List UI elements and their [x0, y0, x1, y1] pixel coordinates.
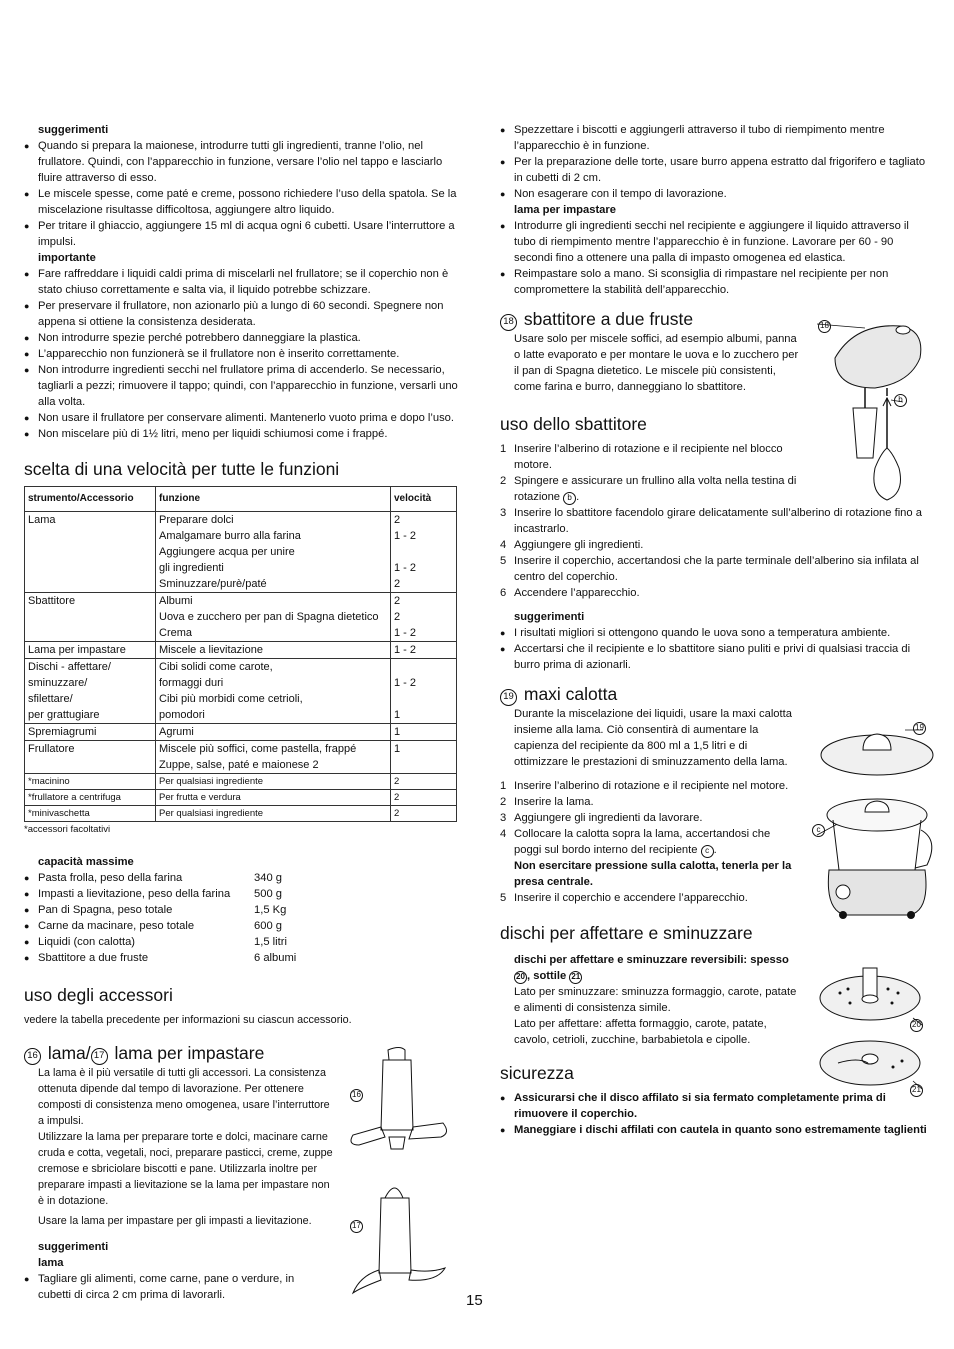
list-item: 2 Inserire la lama. [500, 796, 594, 808]
figure-label-20: 20 [910, 1019, 923, 1032]
lama-paragraph: La lama è il più versatile di tutti gli accessori. La consistenza ottenuta dipende dal tempo di lavorazione. Per ottenere composti di consistenza meno omogenea, usare l’interruttore a impulsi. [38, 1067, 330, 1127]
lama-heading-part: lama/ [43, 1043, 91, 1063]
discs-text-block [514, 952, 804, 1048]
whisk-heading-text: sbattitore a due fruste [519, 309, 694, 329]
top-list [500, 122, 932, 202]
list-item: 4 Aggiungere gli ingredienti. [500, 539, 644, 551]
figure-label-19: 19 [913, 722, 926, 735]
capacity-value: 500 g [254, 888, 282, 900]
list-item: ● Non introdurre ingredienti secchi nel frullatore prima di accenderlo. Se necessario, tagliarli a pezzi; rimuovere il tappo; quindi, con l’apparecchio in funzione, versarli uno alla volta. [24, 362, 458, 410]
figure-number-20: 20 [514, 971, 527, 984]
discs-paragraph: Lato per affettare: affetta formaggio, carote, patate, cavolo, cetrioli, zucchine, barbabietola e cipolle. [514, 1018, 767, 1046]
lama-paragraph: Usare la lama per impastare per gli impasti a lievitazione. [38, 1215, 312, 1227]
step-text: Spingere e assicurare un frullino alla volta nella testina di rotazione [514, 475, 797, 503]
discs-paragraph: Lato per sminuzzare: sminuzza formaggio, carote, patate e alimenti di consistenza simile. [514, 986, 797, 1014]
capacity-list [24, 870, 458, 966]
discs-heading: dischi per affettare e sminuzzare [500, 923, 753, 943]
figure-number-21: 21 [569, 971, 582, 984]
table-row [25, 593, 457, 642]
list-item: ● Fare raffreddare i liquidi caldi prima di miscelarli nel frullatore; se il coperchio non è stato chiuso correttamente e salta via, il liquido potrebbe schizzare. [24, 266, 458, 298]
capacity-label: Carne da macinare, peso totale [38, 920, 195, 932]
whisk-icon [815, 318, 935, 508]
list-item: 2 Spingere e assicurare un frullino alla volta nella testina di rotazione b . [500, 475, 797, 503]
list-item: ● Le miscele spesse, come paté e creme, possono richiedere l’uso della spatola. Se la miscelazione risultasse difficoltosa, aggiungere altro liquido. [24, 186, 458, 218]
table-cell: 2 [391, 790, 457, 806]
list-item: ● Per preservare il frullatore, non azionarlo più a lungo di 60 secondi. Spegnere non appena si ottiene la consistenza desiderata. [24, 298, 458, 330]
step-text: Inserire l’alberino di rotazione e il recipiente nel motore. [514, 780, 789, 792]
capacity-title: capacità massime [38, 856, 134, 868]
table-cell: *minivaschetta [25, 806, 156, 822]
table-row [25, 790, 457, 806]
table-row [25, 659, 457, 724]
dough-tool-illustration [345, 1178, 455, 1300]
list-item [24, 886, 458, 902]
list-item: ● Per tritare il ghiaccio, aggiungere 15 ml di acqua ogni 6 cubetti. Usare l’interruttore a impulsi. [24, 218, 458, 250]
step-text: Aggiungere gli ingredienti. [514, 539, 644, 551]
blade-illustration [345, 1045, 455, 1165]
capacity-value: 1,5 litri [254, 936, 287, 948]
discs-subtitle-text: , sottile [527, 970, 570, 982]
list-item: ● Assicurarsi che il disco affilato si sia fermato completamente prima di rimuovere il coperchio. [500, 1090, 932, 1122]
table-header-row [25, 487, 457, 512]
list-item: 4 Collocare la calotta sopra la lama, accertandosi che poggi sul bordo interno del recipiente c . Non esercitare pressione sulla calotta, tenerla per la presa centrale. [500, 828, 792, 888]
lama-heading-part: lama per impastare [109, 1043, 265, 1063]
list-item: ● Non introdurre spezie perché potrebbero danneggiare la plastica. [24, 330, 458, 346]
list-item: ● Maneggiare i dischi affilati con cautela in quanto sono estremamente taglienti [500, 1122, 932, 1138]
list-item: ● L’apparecchio non funzionerà se il frullatore non è inserito correttamente. [24, 346, 458, 362]
page-number: 15 [466, 1292, 483, 1309]
figure-number-19: 19 [500, 689, 517, 706]
maxi-steps [500, 778, 800, 906]
important-list [24, 266, 458, 442]
capacity-label: Liquidi (con calotta) [38, 936, 136, 948]
step-text: Aggiungere gli ingredienti da lavorare. [514, 812, 703, 824]
lama-tips-list [24, 1271, 324, 1303]
table-cell: Albumi Uova e zucchero per pan di Spagna dietetico Crema [156, 593, 391, 642]
food-processor-icon [815, 720, 940, 920]
table-note: *accessori facoltativi [24, 824, 111, 835]
table-header: velocità [391, 487, 457, 512]
list-item: ● Quando si prepara la maionese, introdurre tutti gli ingredienti, tranne l’olio, nel frullatore. Quindi, con l’apparecchio in funzione, versare l’olio nel tappo e lasciarlo fluire attraverso di esso. [24, 138, 458, 186]
step-text: Accendere l’apparecchio. [514, 587, 640, 599]
list-item: ● Reimpastare solo a mano. Si sconsiglia di rimpastare nel recipiente per non compromettere la stabilità dell’apparecchio. [500, 266, 932, 298]
table-cell: Per qualsiasi ingrediente [156, 774, 391, 790]
table-cell: Frullatore [25, 741, 156, 774]
list-item: 5 Inserire il coperchio e accendere l’apparecchio. [500, 892, 748, 904]
figure-label-17: 17 [350, 1220, 363, 1233]
list-item: ● I risultati migliori si ottengono quando le uova sono a temperatura ambiente. [500, 625, 932, 641]
table-cell: Per qualsiasi ingrediente [156, 806, 391, 822]
whisk-text: Usare solo per miscele soffici, ad esempio albumi, panna o latte evaporato e per montare le uova e lo zucchero per il pan di Spagna dietetico. Le miscele più consistenti, come farina e burro, danneggiano lo sbattitore. [514, 333, 799, 393]
tips-list [24, 138, 458, 250]
maxi-heading [500, 683, 932, 706]
list-item [24, 918, 458, 934]
whisk-use-heading: uso dello sbattitore [500, 414, 647, 434]
lama-paragraph: Utilizzare la lama per preparare torte e dolci, macinare carne cruda e cotta, vegetali, noci, preparare pasticci, creme, zuppe cremose e sbriciolare biscotti e pane. Utilizzarla inoltre per preparare impasti a lievitazione se la lama per impastare non è in dotazione. [38, 1131, 333, 1207]
capacity-value: 340 g [254, 872, 282, 884]
table-cell: Preparare dolci Amalgamare burro alla farina Aggiungere acqua per unire gli ingredienti Sminuzzare/purè/paté [156, 512, 391, 593]
whisk-tips-list [500, 625, 932, 673]
capacity-label: Sbattitore a due fruste [38, 952, 149, 964]
step-text: Inserire lo sbattitore facendolo girare delicatamente sull’alberino di rotazione fino a incastrarlo. [514, 507, 922, 535]
table-row [25, 741, 457, 774]
table-header: funzione [156, 487, 391, 512]
capacity-label: Impasti a lievitazione, peso della farina [38, 888, 231, 900]
tips-title: suggerimenti [38, 124, 109, 136]
list-item [24, 870, 458, 886]
list-item: ● Spezzettare i biscotti e aggiungerli attraverso il tubo di riempimento mentre l’apparecchio è in funzione. [500, 122, 932, 154]
capacity-value: 6 albumi [254, 952, 297, 964]
accessories-text: vedere la tabella precedente per informazioni su ciascun accessorio. [24, 1014, 352, 1026]
table-cell: 1 - 2 [391, 642, 457, 659]
capacity-value: 600 g [254, 920, 282, 932]
list-item: 6 Accendere l’apparecchio. [500, 587, 640, 599]
dough-list [500, 218, 932, 298]
blade-icon [345, 1045, 455, 1165]
lama-text-block [38, 1065, 338, 1229]
list-item: ● Introdurre gli ingredienti secchi nel recipiente e aggiungere il liquido attraverso il tubo di riempimento mentre l’apparecchio è in funzione. Lavorare per 60 - 90 secondi fino a ottenere una palla di impasto omogenea ed elastica. [500, 218, 932, 266]
table-header: strumento/Accessorio [25, 487, 156, 512]
table-cell: 2 [391, 806, 457, 822]
table-cell: 2 1 - 2 1 - 2 2 [391, 512, 457, 593]
figure-label-c: c [812, 824, 825, 837]
table-cell: 1 - 2 1 [391, 659, 457, 724]
step-text: Inserire la lama. [514, 796, 594, 808]
table-cell: 1 [391, 724, 457, 741]
list-item [24, 950, 458, 966]
ref-c: c [701, 845, 714, 858]
table-row [25, 512, 457, 593]
accessories-heading: uso degli accessori [24, 985, 173, 1005]
food-processor-illustration [815, 720, 940, 920]
figure-number-18: 18 [500, 314, 517, 331]
list-item: ● Accertarsi che il recipiente e lo sbattitore siano puliti e privi di qualsiasi traccia di burro prima di azionarli. [500, 641, 932, 673]
lama-tips-title: suggerimenti [38, 1241, 109, 1253]
table-cell: 1 [391, 741, 457, 774]
table-cell: Cibi solidi come carote, formaggi duri Cibi più morbidi come cetrioli, pomodori [156, 659, 391, 724]
whisk-tips-title: suggerimenti [514, 611, 585, 623]
figure-number-16: 16 [24, 1048, 41, 1065]
step-text: Inserire il coperchio e accendere l’apparecchio. [514, 892, 748, 904]
capacity-value: 1,5 Kg [254, 904, 287, 916]
step-text: Inserire l’alberino di rotazione e il recipiente nel blocco motore. [514, 443, 783, 471]
figure-number-17: 17 [91, 1048, 108, 1065]
maxi-warning: Non esercitare pressione sulla calotta, tenerla per la presa centrale. [514, 860, 792, 888]
table-cell: Agrumi [156, 724, 391, 741]
list-item: ● Non miscelare più di 1½ litri, meno per liquidi schiumosi come i frappé. [24, 426, 458, 442]
list-item [24, 934, 458, 950]
list-item: ● Tagliare gli alimenti, come carne, pane o verdure, in cubetti di circa 2 cm prima di lavorarli. [24, 1271, 324, 1303]
capacity-label: Pasta frolla, peso della farina [38, 872, 183, 884]
list-item: ● Per la preparazione delle torte, usare burro appena estratto dal frigorifero e tagliato in cubetti di 2 cm. [500, 154, 932, 186]
list-item: 5 Inserire il coperchio, accertandosi che la parte terminale dell’alberino sia infilata al centro del coperchio. [500, 555, 919, 583]
table-row [25, 774, 457, 790]
table-cell: Sbattitore [25, 593, 156, 642]
table-cell: Per frutta e verdura [156, 790, 391, 806]
ref-b: b [563, 492, 576, 505]
list-item: 3 Inserire lo sbattitore facendolo girare delicatamente sull’alberino di rotazione fino a incastrarlo. [500, 507, 922, 535]
table-row [25, 806, 457, 822]
maxi-heading-text: maxi calotta [519, 684, 618, 704]
lama-tips-subtitle: lama [38, 1257, 64, 1269]
table-cell: Lama [25, 512, 156, 593]
table-cell: Dischi - affettare/ sminuzzare/ sfilettare/ per grattugiare [25, 659, 156, 724]
discs-subtitle [514, 952, 804, 984]
list-item: 1 Inserire l’alberino di rotazione e il recipiente nel blocco motore. [500, 443, 783, 471]
dough-title: lama per impastare [514, 204, 616, 216]
dough-tool-icon [345, 1178, 455, 1300]
speed-heading: scelta di una velocità per tutte le funzioni [24, 459, 340, 479]
step-text: Collocare la calotta sopra la lama, accertandosi che poggi sul bordo interno del recipiente [514, 828, 771, 856]
figure-label-18: 18 [818, 320, 831, 333]
whisk-illustration [815, 318, 935, 508]
table-cell: 2 [391, 774, 457, 790]
maxi-text: Durante la miscelazione dei liquidi, usare la maxi calotta insieme alla lama. Ciò consentirà di aumentare la capienza del recipiente da 800 ml a 1,5 litri e di ottimizzare le prestazioni di sminuzzamento della lama. [514, 708, 792, 768]
table-cell: Miscele a lievitazione [156, 642, 391, 659]
table-cell: *frullatore a centrifuga [25, 790, 156, 806]
table-cell: Miscele più soffici, come pastella, frappé Zuppe, salse, paté e maionese 2 [156, 741, 391, 774]
list-item: 1 Inserire l’alberino di rotazione e il recipiente nel motore. [500, 780, 789, 792]
table-cell: Spremiagrumi [25, 724, 156, 741]
list-item: ● Non usare il frullatore per conservare alimenti. Mantenerlo vuoto prima e dopo l’uso. [24, 410, 458, 426]
capacity-label: Pan di Spagna, peso totale [38, 904, 173, 916]
figure-label-21: 21 [910, 1084, 923, 1097]
safety-heading: sicurezza [500, 1063, 574, 1083]
table-cell: 2 2 1 - 2 [391, 593, 457, 642]
table-cell: *macinino [25, 774, 156, 790]
table-row [25, 724, 457, 741]
list-item [24, 902, 458, 918]
speed-table [24, 486, 457, 822]
step-text: Inserire il coperchio, accertandosi che la parte terminale dell’alberino sia infilata al centro del coperchio. [514, 555, 919, 583]
list-item: 3 Aggiungere gli ingredienti da lavorare. [500, 812, 703, 824]
figure-label-16: 16 [350, 1089, 363, 1102]
important-title: importante [38, 252, 96, 264]
list-item: ● Non esagerare con il tempo di lavorazione. [500, 186, 932, 202]
figure-label-b: b [894, 394, 907, 407]
table-row [25, 642, 457, 659]
table-cell: Lama per impastare [25, 642, 156, 659]
discs-subtitle-text: dischi per affettare e sminuzzare reversibili: spesso [514, 954, 789, 966]
